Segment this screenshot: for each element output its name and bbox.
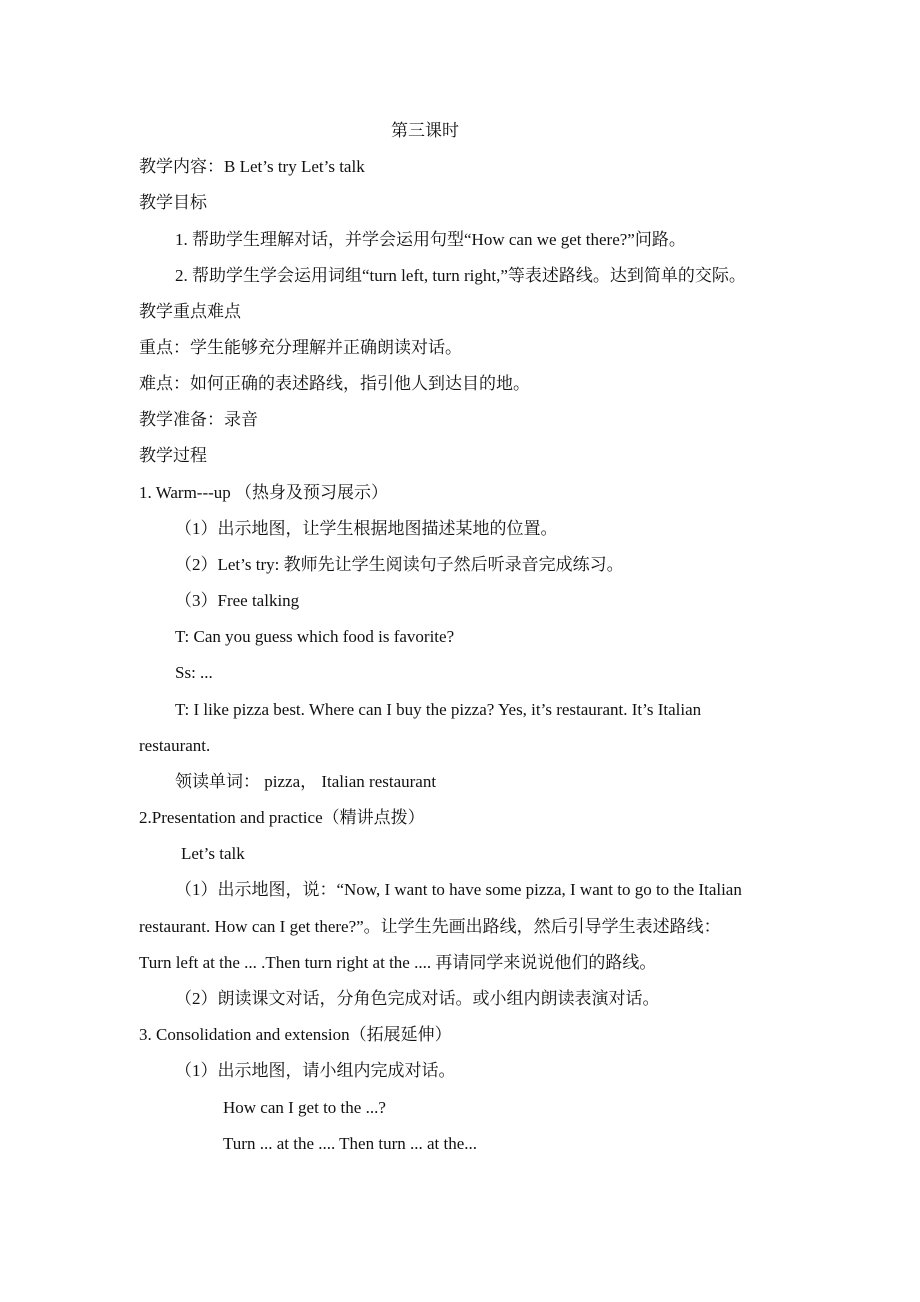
dialogue-teacher-2-cont: restaurant. xyxy=(139,736,211,755)
goal-1: 1. 帮助学生理解对话，并学会运用句型“How can we get there?”问路。 xyxy=(175,230,686,249)
goal-2: 2. 帮助学生学会运用词组“turn left, turn right,”等表述路线。达到简单的交际。 xyxy=(175,266,746,285)
presentation-heading: 2.Presentation and practice（精讲点拨） xyxy=(139,808,425,827)
preparation: 教学准备：录音 xyxy=(139,410,258,429)
lead-words: 领读单词： pizza， Italian restaurant xyxy=(175,772,437,791)
presentation-item-1-cont: restaurant. How can I get there?”。让学生先画出路线，然后引导学生表述路线： xyxy=(139,917,721,936)
goals-heading: 教学目标 xyxy=(139,193,207,212)
dialogue-teacher-2: T: I like pizza best. Where can I buy the pizza? Yes, it’s restaurant. It’s Italian xyxy=(175,700,702,719)
warmup-item-1: （1）出示地图，让学生根据地图描述某地的位置。 xyxy=(175,519,558,538)
warmup-item-3: （3）Free talking xyxy=(175,591,300,610)
consolidation-item-1: （1）出示地图，请小组内完成对话。 xyxy=(175,1061,456,1080)
presentation-item-2: （2）朗读课文对话，分角色完成对话。或小组内朗读表演对话。 xyxy=(175,989,660,1008)
lets-talk-label: Let’s talk xyxy=(181,844,245,863)
dialogue-teacher-1: T: Can you guess which food is favorite? xyxy=(175,627,455,646)
consolidation-heading: 3. Consolidation and extension（拓展延伸） xyxy=(139,1025,452,1044)
consolidation-question: How can I get to the ...? xyxy=(223,1098,386,1117)
lesson-title: 第三课时 xyxy=(391,121,459,140)
presentation-item-1-cont-2: Turn left at the ... .Then turn right at the .... 再请同学来说说他们的路线。 xyxy=(139,953,657,972)
key-heading: 教学重点难点 xyxy=(139,302,241,321)
content-line: 教学内容：B Let’s try Let’s talk xyxy=(139,157,365,176)
presentation-item-1: （1）出示地图，说：“Now, I want to have some pizza, I want to go to the Italian xyxy=(175,880,742,899)
process-heading: 教学过程 xyxy=(139,446,207,465)
difficult-point: 难点：如何正确的表述路线，指引他人到达目的地。 xyxy=(139,374,530,393)
consolidation-answer: Turn ... at the .... Then turn ... at the... xyxy=(223,1134,478,1153)
dialogue-students: Ss: ... xyxy=(175,663,213,682)
key-point: 重点：学生能够充分理解并正确朗读对话。 xyxy=(139,338,462,357)
warmup-heading: 1. Warm---up （热身及预习展示） xyxy=(139,483,389,502)
warmup-item-2: （2）Let’s try: 教师先让学生阅读句子然后听录音完成练习。 xyxy=(175,555,624,574)
